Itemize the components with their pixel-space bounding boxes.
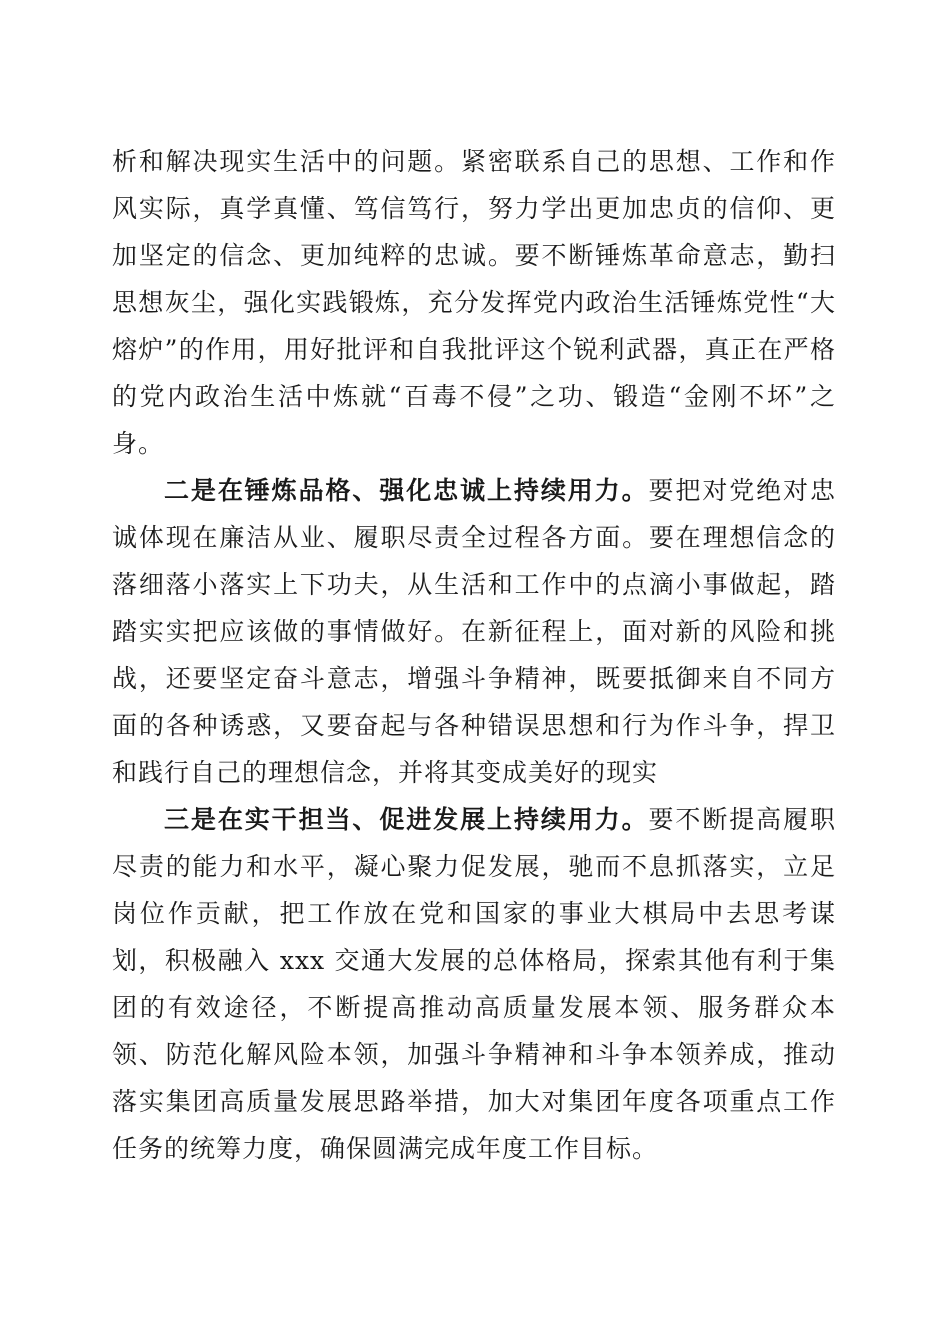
paragraph-lead-heading: 二是在锤炼品格、强化忠诚上持续用力。	[164, 476, 649, 505]
paragraph-point-two	[112, 467, 836, 796]
paragraph-point-three	[112, 796, 836, 1172]
document-body	[112, 138, 836, 1172]
paragraph-text: 析和解决现实生活中的问题。紧密联系自己的思想、工作和作风实际，真学真懂、笃信笃行，努力学出更加忠贞的信仰、更加坚定的信念、更加纯粹的忠诚。要不断锤炼革命意志，勤扫思想灰尘，强化实践锻炼，充分发挥党内政治生活锤炼党性“大熔炉”的作用，用好批评和自我批评这个锐利武器，真正在严格的党内政治生活中炼就“百毒不侵”之功、锻造“金刚不坏”之身。	[112, 147, 836, 458]
paragraph-text: 要把对党绝对忠诚体现在廉洁从业、履职尽责全过程各方面。要在理想信念的落细落小落实上下功夫，从生活和工作中的点滴小事做起，踏踏实实把应该做的事情做好。在新征程上，面对新的风险和挑战，还要坚定奋斗意志，增强斗争精神，既要抵御来自不同方面的各种诱惑，又要奋起与各种错误思想和行为作斗争，捍卫和践行自己的理想信念，并将其变成美好的现实	[112, 476, 836, 787]
paragraph-lead-heading: 三是在实干担当、促进发展上持续用力。	[164, 805, 649, 834]
paragraph-text: 要不断提高履职尽责的能力和水平，凝心聚力促发展，驰而不息抓落实，立足岗位作贡献，把工作放在党和国家的事业大棋局中去思考谋划，积极融入 xxx 交通大发展的总体格局，探索其他有利于集团的有效途径，不断提高推动高质量发展本领、服务群众本领、防范化解风险本领，加强斗争精神和斗争本领养成，推动落实集团高质量发展思路举措，加大对集团年度各项重点工作任务的统筹力度，确保圆满完成年度工作目标。	[112, 805, 836, 1163]
paragraph-continuation	[112, 138, 836, 467]
